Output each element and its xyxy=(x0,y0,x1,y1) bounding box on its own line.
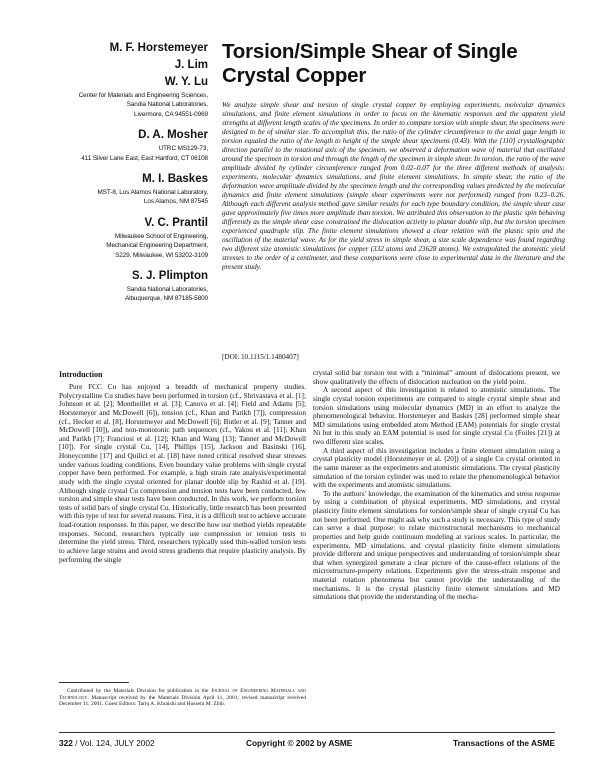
author-name: W. Y. Lu xyxy=(164,76,208,88)
affiliation-line: Albuquerque, NM 87185-5800 xyxy=(124,295,208,303)
footnote xyxy=(59,688,306,708)
author-name: D. A. Mosher xyxy=(138,129,208,142)
author-affiliation xyxy=(40,91,208,119)
footer-rule xyxy=(59,732,555,733)
paragraph: A third aspect of this investigation includes a finite element simulation using a crystal plasticity model (Horstemeyer et al. [20]) of a single Cu crystal oriented in the same manner as the experiments and atomistic simulations. The crystal plasticity simulation of the torsion cylinder was used to relate the phenomenological behavior with the experiments and atomistic simulations. xyxy=(313,446,560,490)
affiliation-line: UTRC MS129-73, xyxy=(158,145,208,153)
author-affiliation xyxy=(40,232,208,260)
footer-journal: Transactions of the ASME xyxy=(452,738,555,748)
body-column-right xyxy=(313,369,560,602)
section-heading-introduction: Introduction xyxy=(59,370,103,379)
title-line-1: Torsion/Simple Shear of Single xyxy=(222,40,518,63)
footnote-journal: Journal of Engineering Materials and Technology xyxy=(59,688,306,701)
paragraph: A second aspect of this investigation is related to atomistic simulations. The single crystal torsion experiments are compared to single crystal simple shear and torsion simulations using molecular dynamics (MD) in an effort to analyze the phenomenological behavior. Horstemeyer and Baskes [28] performed simple shear MD simulations using embedded atom Method (EAM) potentials for single crystal Ni but in this study an EAM potential is used for single crystal Cu (Foiles [21]) at two different size scales. xyxy=(313,386,560,446)
footer-copyright: Copyright © 2002 by ASME xyxy=(246,738,353,748)
affiliation-line: Sandia National Laboratories, xyxy=(126,286,208,294)
author-name: S. J. Plimpton xyxy=(131,270,208,283)
affiliation-line: Center for Materials and Engineering Sciences, xyxy=(78,92,208,99)
author-block xyxy=(40,57,208,74)
author-list xyxy=(40,40,208,312)
body-column-left xyxy=(59,369,306,564)
author-block xyxy=(40,171,208,207)
affiliation-line: 411 Silver Lane East, East Hartford, CT 06108 xyxy=(81,154,208,162)
affiliation-line: MST-8, Los Alamos National Laboratory, xyxy=(97,189,208,197)
author-affiliation xyxy=(40,188,208,207)
footer-page-info xyxy=(59,737,155,749)
footnote-prefix: Contributed by the Materials Division for publication in the xyxy=(67,688,212,694)
abstract: We analyze simple shear and torsion of single crystal copper by employing experiments, molecular dynamics simulations, and finite element simulations in order to focus on the kinematic responses and the apparent yield strengths at different length scales of the specimens. In order to compare torsion with simple shear, the specimens were designed to be of similar size. To accomplish this, the ratio of the cylinder circumference to the axial gage length in torsion equaled the ratio of the length to height of the simple shear specimens (0.43). With the [110] crystallographic direction parallel to the rotational axis of the specimen, we observed a deformation wave of material that oscillated around the specimen in torsion and through the length of the specimen in simple shear. In torsion, the ratio of the wave amplitude divided by cylinder circumference ranged from 0.02–0.07 for the three different methods of analysis: experiments, molecular dynamics simulations, and finite element simulations. In simple shear, the ratio of the deformation wave amplitude divided by the specimen length and the corresponding values predicted by the molecular dynamics and finite element simulations (simple shear experiments were not performed) ranged from 0.23–0.26. Although each different analysis method gave similar results for each type boundary condition, the simple shear case gave approximately five times more amplitude than torsion. We attributed this observation to the plastic spin behaving differently as the simple shear case constrained the dislocation activity to planar double slip, but the torsion specimen experienced quadruple slip. The finite element simulations showed a clear relation with the plastic spin and the oscillation of the material wave. As for the yield stress in simple shear, a size scale dependence was found regarding two different size atomistic simulations for copper (332 atoms and 23628 atoms). We extrapolated the atomistic yield stresses to the order of a centimeter, and these comparisons were close to experimental data in the literature and the present study. xyxy=(222,101,565,272)
author-block xyxy=(40,74,208,119)
author-affiliation xyxy=(40,285,208,304)
author-name: J. Lim xyxy=(174,59,208,71)
paper-title xyxy=(222,40,562,88)
author-block xyxy=(40,40,208,57)
affiliation-line: Los Alamos, NM 87545 xyxy=(143,198,208,206)
author-name: M. I. Baskes xyxy=(142,173,208,186)
paragraph: crystal solid bar torsion test with a “minimal” amount of dislocations present, we show qualitatively the effects of dislocation nucleation on the yield point. xyxy=(313,369,560,386)
author-affiliation xyxy=(40,144,208,163)
paragraph: To the authors’ knowledge, the examination of the kinematics and stress response by using a combination of physical experiments, MD simulations, and crystal plasticity finite element simulations for torsion/simple shear of single crystal Cu has not been performed. One might ask why such a study is necessary. This type of study can serve a dual purpose: to relate microstructural mechanisms to mechanical properties and help guide continuum modeling at various scales. In particular, the experiments, MD simulations, and crystal plasticity finite element simulations provide different and unique perspectives and understanding of torsion/simple shear that when synergized generate a clear picture of the cause-effect relations of the microstructure-property relations. Experiments give the stress-strain response and material rotation phenomena but cannot provide the understanding of the mechanisms. It is the crystal plasticity finite element simulations and MD simulations that provide the understanding of the mecha- xyxy=(313,489,560,602)
footnote-suffix: . Manuscript received by the Materials Division April 11, 2001; revised manuscript received December 11, 2001. Guest Editors: Tariq A. Khraishi and Hussein M. Zbib. xyxy=(59,694,306,708)
author-block xyxy=(40,268,208,304)
doi: [DOI: 10.1115/1.1480407] xyxy=(222,353,299,361)
footnote-rule xyxy=(59,682,129,683)
page-footer xyxy=(59,737,555,749)
title-line-2: Crystal Copper xyxy=(222,64,367,87)
affiliation-line: Sandia National Laboratories, xyxy=(126,101,208,109)
volume-issue: / Vol. 124, JULY 2002 xyxy=(75,738,155,748)
affiliation-line: Livermore, CA 94551-0969 xyxy=(134,110,208,118)
author-name: V. C. Prantil xyxy=(144,216,208,229)
author-block xyxy=(40,215,208,260)
affiliation-line: S229, Milwaukee, WI 53202-3109 xyxy=(115,251,208,259)
affiliation-line: Milwaukee School of Engineering, xyxy=(114,232,208,240)
author-block xyxy=(40,127,208,163)
author-name: M. F. Horstemeyer xyxy=(109,42,208,54)
affiliation-line: Mechanical Engineering Department, xyxy=(106,242,208,250)
paragraph: Pure FCC Cu has enjoyed a breadth of mechanical property studies. Polycrystalline Cu studies have been performed in torsion (cf., Shrivastava et al. [1]; Johnson et al. [2]; Montheillet et al. [3]; Canova et al. [4]; Field and Adams [5]; Horstemeyer and McDowell [6]), tension (cf., Khan and Parikh [7]), compression (cf., Hecker et al. [8], Horstemeyer and McDowell [6]; Butler et al. [9]; Tanner and McDowell [10]), and non-monotonic path sequences (cf., Yakou et al. [11]; Khan and Parikh [7]; Franciosi et al. [12]; Khan and Wang [13]; Tanner and McDowell [10]). For single crystal Cu, [14], Phillips [15], Jackson and Basinski [16], Honeycombe [17] and Quilici et al. [18] have noted critical resolved shear stresses under various loading conditions. Even boundary value problems with single crystal copper have been performed. For example, a high strain rate analysis/experimental study with the single crystal oriented for planar double slip by Rashid et al. [19]. Although single crystal Cu compression and tension tests have been conducted, few torsion and simple shear tests have been conducted. In this work, we perform torsion tests of solid bars of single crystal Cu. Historically, little research has been presented with this type of test for several reasons. First, it is a difficult test to achieve accurate load-rotation responses. In this paper, we describe how our method yields repeatable responses. Second, researchers typically use compression or tension tests to determine the yield stress. Third, researchers typically used thin-walled torsion tests to achieve large strains and avoid stress gradients that require plasticity analysis. By performing the single xyxy=(59,383,306,564)
page-number: 322 xyxy=(59,738,73,748)
